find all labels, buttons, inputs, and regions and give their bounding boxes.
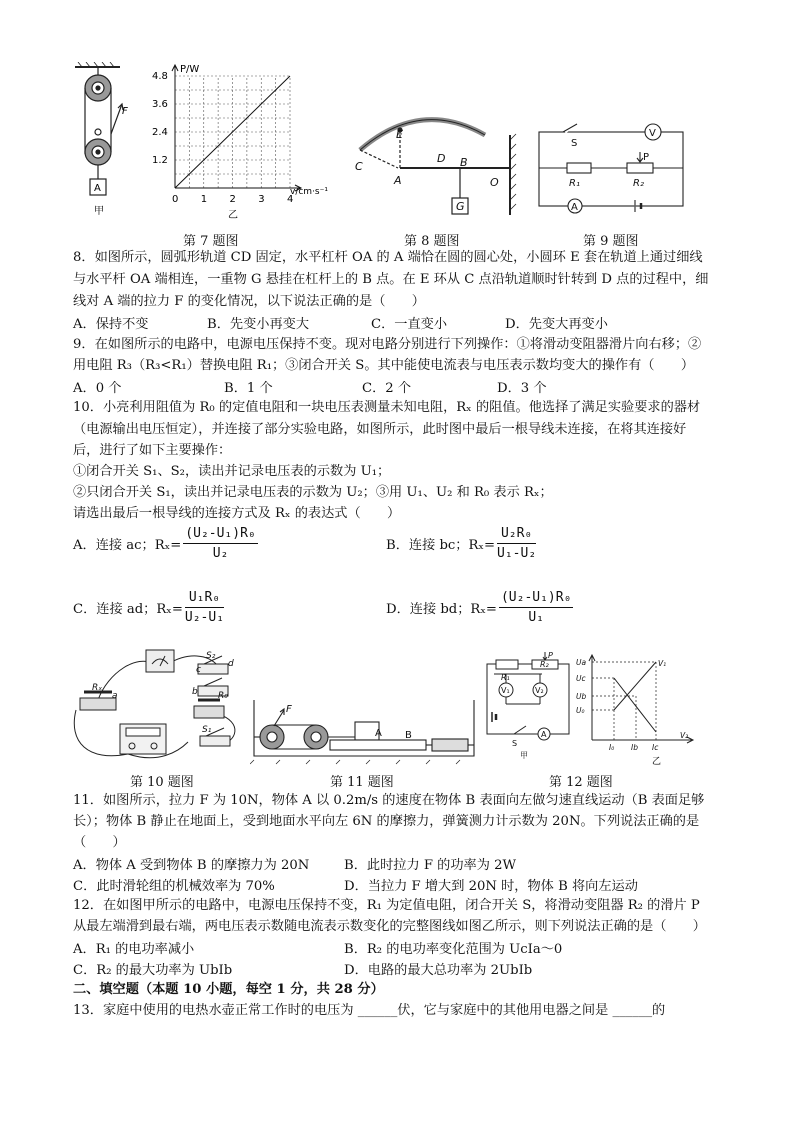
fig7-x-tick: 1 <box>200 194 208 205</box>
fig12-label-v2: V₂ <box>535 686 544 695</box>
q10-a-fraction <box>183 526 257 561</box>
fig7-left-label: 甲 <box>94 206 104 217</box>
q10-line1: 10．小亮利用阻值为 R₀ 的定值电阻和一块电压表测量未知电阻，Rₓ 的阻值。他选择了满足实验要求的器材 <box>73 400 701 415</box>
q10-a-denominator: U₂ <box>212 546 229 561</box>
q13-text: 13．家庭中使用的电热水壶正常工作时的电压为 ______伏，它与家庭中的其他用电器之间是 ______的 <box>73 1003 666 1018</box>
fig12-circuit <box>482 652 577 760</box>
q8-option-b[interactable]: B．先变小再变大 <box>207 317 310 332</box>
q8-line3: 线对 A 端的拉力 F 的变化情况，以下说法正确的是（ ） <box>73 294 425 309</box>
fig8-label-c: C <box>355 160 363 173</box>
fig12-label-uc: Uc <box>576 674 586 683</box>
q8-line2: 与水平杆 OA 端相连，一重物 G 悬挂在杠杆上的 B 点。在 E 环从 C 点沿轨道顺时针转到 D 点的过程中，细 <box>73 272 709 287</box>
q9-option-d[interactable]: D．3 个 <box>497 381 547 396</box>
q10-b-prefix: B．连接 bc；Rₓ= <box>386 538 496 553</box>
fig9-ammeter-label: A <box>571 202 578 213</box>
fig10-label-s1: S₁ <box>202 725 212 735</box>
fig12-right-label: 乙 <box>652 757 662 766</box>
fig7-x-tick: 0 <box>172 194 179 205</box>
fig7-y-tick: 1.2 <box>152 155 168 166</box>
fig10-label-c: c <box>196 665 201 675</box>
fig10-label-s2: S₂ <box>206 651 216 661</box>
fig9-voltmeter-label: V <box>649 128 656 139</box>
fig7-y-tick: 2.4 <box>152 127 168 138</box>
q11-line1: 11．如图所示，拉力 F 为 10N，物体 A 以 0.2m/s 的速度在物体 B 表面向左做匀速直线运动（B 表面足够 <box>73 793 705 808</box>
q10-option-d[interactable] <box>386 590 573 625</box>
q10-option-b[interactable] <box>386 526 536 561</box>
fig9-slider-label: P <box>643 152 650 163</box>
fig12-label-ib: Ib <box>631 743 638 752</box>
q12-option-b[interactable]: B．R₂ 的电功率变化范围为 UcIa～0 <box>344 942 563 957</box>
q11-line3: （ ） <box>73 835 126 850</box>
fig12-label-u0: U₀ <box>576 706 585 715</box>
q12-option-d[interactable]: D．电路的最大总功率为 2UbIb <box>344 963 533 978</box>
caption-fig12: 第 12 题图 <box>549 775 613 790</box>
q9-option-b[interactable]: B．1 个 <box>224 381 273 396</box>
fig10-label-r0: R₀ <box>218 691 228 701</box>
fig9-r1-label: R₁ <box>569 178 580 189</box>
section-2-title: 二、填空题（本题 10 小题，每空 1 分，共 28 分） <box>73 982 384 997</box>
caption-fig9: 第 9 题图 <box>583 234 639 249</box>
q8-option-a[interactable]: A．保持不变 <box>73 317 149 332</box>
q10-b-fraction <box>497 526 536 561</box>
q8-option-d[interactable]: D．先变大再变小 <box>505 317 608 332</box>
fig10-label-rx: Rₓ <box>92 683 103 693</box>
fig10-label-d: d <box>228 659 234 669</box>
fig7-chart <box>140 60 350 225</box>
q10-b-numerator: U₂R₀ <box>497 526 536 544</box>
q10-b-denominator: U₁-U₂ <box>497 546 537 561</box>
q10-c-numerator: U₁R₀ <box>185 590 224 608</box>
q10-line2: （电源输出电压恒定），并连接了部分实验电路，如图所示，此时图中最后一根导线未连接，在将其连接好 <box>73 422 687 437</box>
fig12-label-s: S <box>512 739 518 748</box>
fig7-y-tick: 4.8 <box>152 71 168 82</box>
fig12-label-a: A <box>541 730 547 739</box>
fig12-label-ua: Ua <box>576 658 587 667</box>
q10-c-fraction <box>185 590 224 625</box>
fig12-label-ic: Ic <box>652 743 659 752</box>
q10-a-prefix: A．连接 ac；Rₓ= <box>73 538 182 553</box>
q11-option-b[interactable]: B．此时拉力 F 的功率为 2W <box>344 858 517 873</box>
q9-option-a[interactable]: A．0 个 <box>73 381 122 396</box>
q12-line1: 12．在如图甲所示的电路中，电源电压保持不变，R₁ 为定值电阻，闭合开关 S，将滑动变阻器 R₂ 的滑片 P <box>73 898 700 913</box>
fig11-label-b: B <box>405 730 412 741</box>
fig8-label-e: E <box>396 128 403 141</box>
fig9-circuit <box>535 118 695 223</box>
q10-line3: 后，进行了如下主要操作： <box>73 443 232 458</box>
fig12-label-v2-curve: V₂ <box>680 731 689 740</box>
fig12-label-v1-curve: V₁ <box>658 659 667 668</box>
fig7-block-label: A <box>94 183 101 194</box>
q10-option-a[interactable] <box>73 526 258 561</box>
fig7-x-axis-label: v/cm·s⁻¹ <box>290 187 328 197</box>
fig11-pulley-system <box>250 700 480 768</box>
q10-c-prefix: C．连接 ad；Rₓ= <box>73 602 183 617</box>
fig7-x-tick: 3 <box>258 194 265 205</box>
fig12-label-ub: Ub <box>576 692 587 701</box>
fig12-label-p: P <box>548 652 553 660</box>
fig11-label-a: A <box>375 728 382 739</box>
q10-line5: ②只闭合开关 S₁，读出并记录电压表的示数为 U₂；③用 U₁、U₂ 和 R₀ 表示 Rₓ； <box>73 485 553 500</box>
q10-d-numerator: (U₂-U₁)R₀ <box>499 590 573 608</box>
fig8-label-a: A <box>394 174 402 187</box>
q8-line1: 8．如图所示，圆弧形轨道 CD 固定，水平杠杆 OA 的 A 端恰在圆的圆心处，小圆环 E 套在轨道上通过细线 <box>73 250 703 265</box>
q9-line2: 用电阻 R₃（R₃<R₁）替换电阻 R₁；③闭合开关 S。其中能使电流表与电压表示数均变大的操作有（ ） <box>73 358 695 373</box>
q12-option-a[interactable]: A．R₁ 的电功率减小 <box>73 942 195 957</box>
q11-option-d[interactable]: D．当拉力 F 增大到 20N 时，物体 B 将向左运动 <box>344 879 638 894</box>
q10-d-denominator: U₁ <box>528 610 545 625</box>
caption-fig11: 第 11 题图 <box>330 775 394 790</box>
q12-option-c[interactable]: C．R₂ 的最大功率为 UbIb <box>73 963 233 978</box>
caption-fig7: 第 7 题图 <box>183 234 239 249</box>
q9-line1: 9．在如图所示的电路中，电源电压保持不变。现对电路分别进行下列操作：①将滑动变阻器滑片向右移；② <box>73 337 702 352</box>
fig9-r2-label: R₂ <box>633 178 644 189</box>
q9-option-c[interactable]: C．2 个 <box>362 381 412 396</box>
q10-line6: 请选出最后一根导线的连接方式及 Rₓ 的表达式（ ） <box>73 506 401 521</box>
fig12-label-i0: I₀ <box>609 743 615 752</box>
q8-option-c[interactable]: C．一直变小 <box>371 317 448 332</box>
fig12-label-v1: V₁ <box>501 686 510 695</box>
fig7-y-tick: 3.6 <box>152 99 168 110</box>
fig7-force-label: F <box>122 106 128 117</box>
fig12-label-r1: R₁ <box>501 673 510 682</box>
fig12-label-r2: R₂ <box>540 660 549 669</box>
fig8-label-g: G <box>456 200 465 213</box>
q10-option-c[interactable] <box>73 590 224 625</box>
q11-option-c[interactable]: C．此时滑轮组的机械效率为 70% <box>73 879 275 894</box>
fig8-label-d: D <box>437 152 446 165</box>
q10-d-prefix: D．连接 bd；Rₓ= <box>386 602 497 617</box>
q11-option-a[interactable]: A．物体 A 受到物体 B 的摩擦力为 20N <box>73 858 310 873</box>
fig7-x-tick: 2 <box>229 194 236 205</box>
fig10-circuit <box>68 642 248 767</box>
q10-d-fraction <box>499 590 573 625</box>
q10-line4: ①闭合开关 S₁、S₂，读出并记录电压表的示数为 U₁； <box>73 464 391 479</box>
fig9-switch-label: S <box>571 138 578 149</box>
fig8-label-b: B <box>460 156 468 169</box>
fig8-lever <box>350 110 530 220</box>
fig7-pulley <box>70 62 140 222</box>
q10-a-numerator: (U₂-U₁)R₀ <box>183 526 257 544</box>
fig12-left-label: 甲 <box>520 751 528 760</box>
fig11-label-f: F <box>286 704 292 715</box>
fig12-graph <box>574 654 696 766</box>
fig7-x-tick: 4 <box>287 194 294 205</box>
q11-line2: 长）；物体 B 静止在地面上，受到地面水平向左 6N 的摩擦力，弹簧测力计示数为 20N。下列说法正确的是 <box>73 814 700 829</box>
fig7-y-axis-label: P/W <box>180 64 200 75</box>
caption-fig8: 第 8 题图 <box>404 234 460 249</box>
fig10-label-a: a <box>112 691 118 701</box>
fig10-label-b: b <box>192 687 198 697</box>
caption-fig10: 第 10 题图 <box>130 775 194 790</box>
q12-line2: 从最左端滑到最右端，两电压表示数随电流表示数变化的完整图线如图乙所示，则下列说法正确的是（ ） <box>73 919 706 934</box>
q10-c-denominator: U₂-U₁ <box>184 610 225 625</box>
fig7-right-label: 乙 <box>228 210 238 221</box>
fig8-label-o: O <box>490 176 499 189</box>
